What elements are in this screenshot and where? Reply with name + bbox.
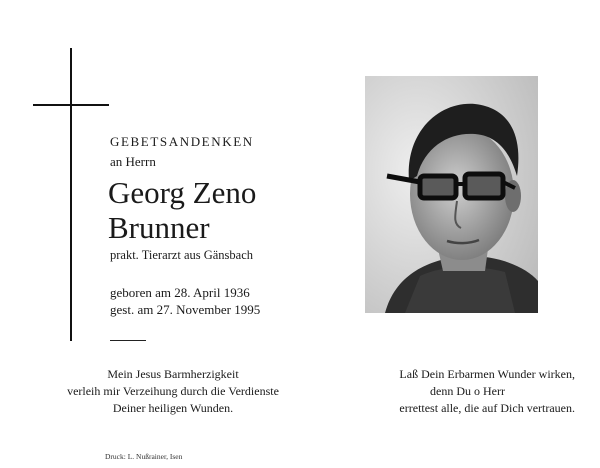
portrait-image — [365, 76, 538, 313]
divider-rule — [110, 340, 146, 341]
occupation: prakt. Tierarzt aus Gänsbach — [110, 248, 254, 262]
verse-right-line: errettest alle, die auf Dich vertrauen. — [399, 401, 575, 415]
deceased-name-first: Georg Zeno — [108, 175, 257, 210]
verse-left-line: verleih mir Verzeihung durch die Verdienste — [67, 384, 279, 398]
verse-left-line: Mein Jesus Barmherzigkeit — [107, 367, 239, 381]
card-heading: GEBETSANDENKEN — [110, 134, 254, 149]
verse-left — [28, 366, 318, 417]
deceased-name-last: Brunner — [108, 210, 210, 245]
cross-vertical-bar — [70, 48, 72, 341]
birth-date: geboren am 28. April 1936 — [110, 285, 250, 300]
verse-right-line: Laß Dein Erbarmen Wunder wirken, — [399, 367, 575, 381]
cross-horizontal-bar — [33, 104, 109, 106]
death-date: gest. am 27. November 1995 — [110, 302, 261, 317]
verse-right — [330, 366, 575, 417]
salutation: an Herrn — [110, 154, 156, 169]
verse-left-line: Deiner heiligen Wunden. — [112, 401, 234, 415]
verse-right-line: denn Du o Herr — [430, 384, 505, 398]
printer-credit: Druck: L. Nußrainer, Isen — [105, 452, 183, 461]
portrait-photo — [365, 76, 538, 313]
